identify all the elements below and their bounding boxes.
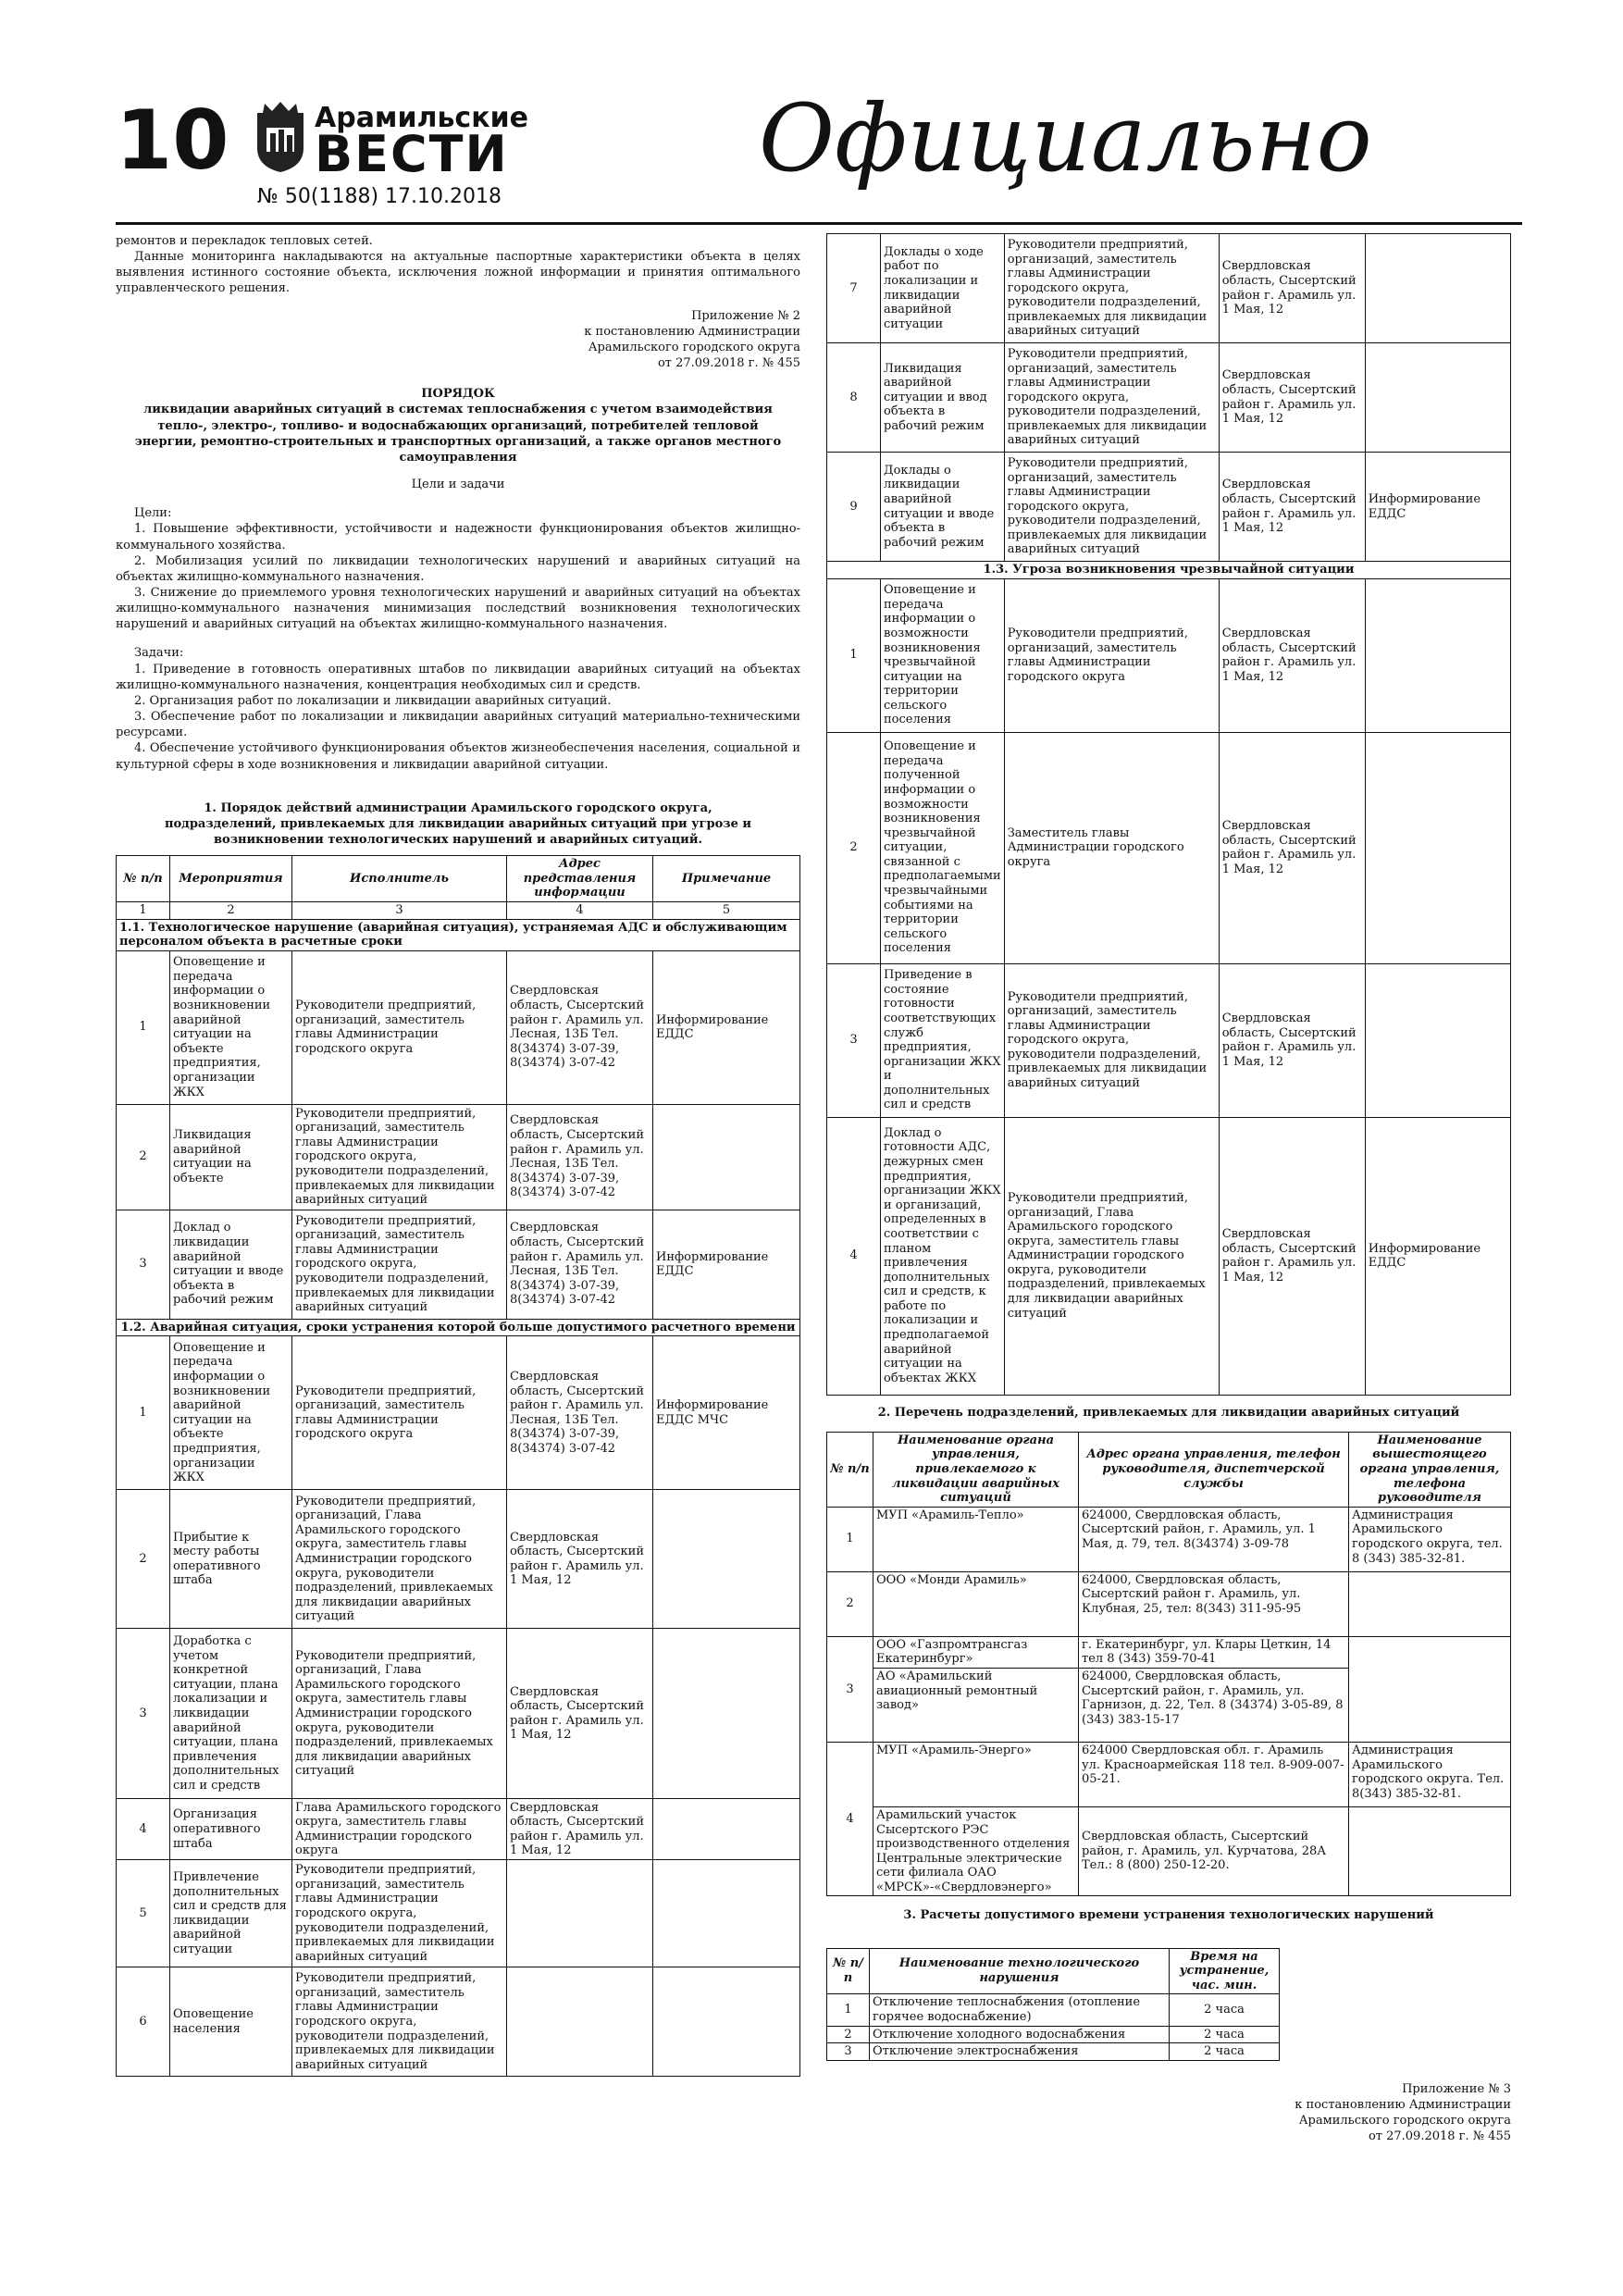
cell-note xyxy=(653,1490,800,1629)
task-2: 2. Организация работ по локализации и ликвидации аварийных ситуаций. xyxy=(134,693,612,708)
cell-superior: Администрация Арамильского городского округа. Тел. 8(343) 385-32-81. xyxy=(1349,1742,1511,1806)
table2-title: 2. Перечень подразделений, привлекаемых для ликвидации аварийных ситуаций xyxy=(877,1405,1460,1420)
table1-title: 1. Порядок действий администрации Арамильского городского округа, подразделений, привлекаемых для ликвидации аварийных ситуаций при угрозе и возникновении технологических нарушений и аварийных ситуаций. xyxy=(164,800,752,847)
table-row xyxy=(827,1994,1280,2026)
table-row xyxy=(827,1636,1511,1668)
cell-address: 624000 Свердловская обл. г. Арамиль ул. Красноармейская 118 тел. 8-909-007-05-21. xyxy=(1079,1742,1349,1806)
cell-address: Свердловская область, Сысертский район г. Арамиль ул. Лесная, 13Б Тел. 8(34374) 3-07-39, 8(34374) 3-07-42 xyxy=(507,1336,653,1490)
cell-address: 624000, Свердловская область, Сысертский район, г. Арамиль, ул. Гарнизон, д. 22, Тел. 8 (34374) 3-05-89, 8 (343) 383-15-17 xyxy=(1079,1668,1349,1742)
table-row xyxy=(827,2026,1280,2043)
cell-executor: Руководители предприятий, организаций, заместитель главы Администрации городского округа xyxy=(1004,578,1219,732)
table3-title: 3. Расчеты допустимого времени устранения технологических нарушений xyxy=(903,1908,1434,1923)
t3-h-time: Время на устранение, час. мин. xyxy=(1170,1948,1280,1994)
brand-main: ВЕСТИ xyxy=(315,125,509,183)
cell-num: 3 xyxy=(117,1629,170,1799)
cell-executor: Руководители предприятий, организаций, заместитель главы Администрации городского округа xyxy=(292,1336,507,1490)
appendix2-l1: Приложение № 2 xyxy=(691,308,800,323)
cell-num: 1 xyxy=(117,950,170,1104)
cell-note: Информирование ЕДДС МЧС xyxy=(653,1336,800,1490)
cell-executor: Глава Арамильского городского округа, заместитель главы Администрации городского округа xyxy=(292,1799,507,1860)
appendix2-l3: Арамильского городского округа xyxy=(588,340,800,354)
t1-h-executor: Исполнитель xyxy=(292,856,507,902)
cell-time: 2 часа xyxy=(1170,2043,1280,2061)
table-row xyxy=(117,1490,800,1629)
table1-left xyxy=(116,855,800,2077)
intro-p1: ремонтов и перекладок тепловых сетей. xyxy=(116,234,373,248)
cell-address: Свердловская область, Сысертский район г. Арамиль ул. 1 Мая, 12 xyxy=(507,1629,653,1799)
cell-address: 624000, Свердловская область, Сысертский район г. Арамиль, ул. Клубная, 25, тел: 8(343) 311-95-95 xyxy=(1079,1571,1349,1636)
table-row xyxy=(117,1967,800,2077)
cell-num: 1 xyxy=(117,1336,170,1490)
t1-section-1-2: 1.2. Аварийная ситуация, сроки устранения которой больше допустимого расчетного времени xyxy=(117,1319,800,1336)
table-row xyxy=(827,1571,1511,1636)
coat-of-arms-logo xyxy=(252,100,309,174)
cell-executor: Руководители предприятий, организаций, заместитель главы Администрации городского округа, руководители подразделений, привлекаемых для ликвидации аварийных ситуаций xyxy=(292,1104,507,1210)
left-column xyxy=(116,233,800,2077)
cell-event: Оповещение и передача информации о возникновении аварийной ситуации на объекте предприятия, организации ЖКХ xyxy=(170,1336,292,1490)
cell-executor: Руководители предприятий, организаций, Глава Арамильского городского округа, заместитель главы Администрации городского округа, руководители подразделений, привлекаемых для ликвидации аварийных ситуаций xyxy=(1004,1117,1219,1395)
t2-h-num: № п/п xyxy=(827,1432,873,1507)
t1-colnum: 2 xyxy=(170,901,292,919)
t1-h-event: Мероприятия xyxy=(170,856,292,902)
cell-event: Оповещение населения xyxy=(170,1967,292,2077)
appendix2-l2: к постановлению Администрации xyxy=(584,324,800,339)
table2 xyxy=(826,1432,1511,1897)
cell-executor: Руководители предприятий, организаций, Глава Арамильского городского округа, заместитель главы Администрации городского округа, руководители подразделений, привлекаемых для ликвидации аварийных ситуаций xyxy=(292,1629,507,1799)
cell-num: 6 xyxy=(117,1967,170,2077)
doc-title: ПОРЯДОК xyxy=(421,387,495,402)
t1-h-address: Адрес представления информации xyxy=(507,856,653,902)
cell-address: Свердловская область, Сысертский район, г. Арамиль, ул. Курчатова, 28А Тел.: 8 (800) 250-12-20. xyxy=(1079,1806,1349,1896)
cell-num: 4 xyxy=(827,1117,881,1395)
t3-h-name: Наименование технологического нарушения xyxy=(870,1948,1170,1994)
cell-org: ООО «Газпромтрансгаз Екатеринбург» xyxy=(873,1636,1079,1668)
cell-note xyxy=(1365,732,1510,963)
cell-org: Арамильский участок Сысертского РЭС производственного отделения Центральные электрические сети филиала ОАО «МРСК»-«Свердловэнерго» xyxy=(873,1806,1079,1896)
cell-address: г. Екатеринбург, ул. Клары Цеткин, 14 тел 8 (343) 359-70-41 xyxy=(1079,1636,1349,1668)
cell-address xyxy=(507,1967,653,2077)
cell-event: Ликвидация аварийной ситуации на объекте xyxy=(170,1104,292,1210)
cell-num: 2 xyxy=(827,1571,873,1636)
cell-address: Свердловская область, Сысертский район г. Арамиль ул. 1 Мая, 12 xyxy=(1219,578,1365,732)
cell-num: 2 xyxy=(117,1104,170,1210)
cell-event: Организация оперативного штаба xyxy=(170,1799,292,1860)
cell-event: Доклады о ходе работ по локализации и ликвидации аварийной ситуации xyxy=(881,234,1005,343)
cell-executor: Руководители предприятий, организаций, заместитель главы Администрации городского округа, руководители подразделений, привлекаемых для ликвидации аварийных ситуаций xyxy=(1004,963,1219,1117)
t1-h-num: № п/п xyxy=(117,856,170,902)
cell-executor: Руководители предприятий, организаций, Глава Арамильского городского округа, заместитель главы Администрации городского округа, руководители подразделений, привлекаемых для ликвидации аварийных ситуаций xyxy=(292,1490,507,1629)
table-row xyxy=(827,1742,1511,1806)
cell-note xyxy=(653,1860,800,1967)
goal-2: 2. Мобилизация усилий по ликвидации технологических нарушений и аварийных ситуаций на объектах жилищно-коммунального назначения. xyxy=(116,553,800,584)
cell-num: 3 xyxy=(827,1636,873,1742)
cell-executor: Руководители предприятий, организаций, заместитель главы Администрации городского округа, руководители подразделений, привлекаемых для ликвидации аварийных ситуаций xyxy=(292,1860,507,1967)
t1-section-1-3: 1.3. Угроза возникновения чрезвычайной ситуации xyxy=(827,562,1511,579)
cell-address: Свердловская область, Сысертский район г. Арамиль ул. Лесная, 13Б Тел. 8(34374) 3-07-39, 8(34374) 3-07-42 xyxy=(507,1210,653,1319)
table-row xyxy=(117,1629,800,1799)
cell-num: 3 xyxy=(117,1210,170,1319)
cell-note xyxy=(1365,234,1510,343)
section-title: Официально xyxy=(759,84,1372,192)
cell-num: 1 xyxy=(827,578,881,732)
goals-heading: Цели и задачи xyxy=(411,478,505,492)
cell-address: Свердловская область, Сысертский район г. Арамиль ул. 1 Мая, 12 xyxy=(1219,343,1365,453)
cell-superior xyxy=(1349,1571,1511,1636)
table3 xyxy=(826,1948,1280,2061)
cell-num: 3 xyxy=(827,963,881,1117)
cell-event: Оповещение и передача полученной информации о возможности возникновения чрезвычайной ситуации, связанной с предполагаемыми чрезвычайными событиями на территории сельского поселения xyxy=(881,732,1005,963)
intro-p2: Данные мониторинга накладываются на актуальные паспортные характеристики объекта в целях выявления истинного состояние объекта, исключения ложной информации и принятия оптимального управленческого решения. xyxy=(116,250,800,296)
appendix3-l4: от 27.09.2018 г. № 455 xyxy=(1368,2129,1511,2144)
table-row xyxy=(117,1799,800,1860)
cell-event: Прибытие к месту работы оперативного штаба xyxy=(170,1490,292,1629)
t1-section-1-1: 1.1. Технологическое нарушение (аварийная ситуация), устраняемая АДС и обслуживающим персоналом объекта в расчетные сроки xyxy=(117,919,800,950)
table-row xyxy=(827,1507,1511,1571)
cell-note xyxy=(653,1967,800,2077)
table-row xyxy=(117,1336,800,1490)
cell-note xyxy=(1365,963,1510,1117)
cell-executor: Руководители предприятий, организаций, заместитель главы Администрации городского округа xyxy=(292,950,507,1104)
issue-number: № 50(1188) 17.10.2018 xyxy=(257,185,502,208)
table-row xyxy=(827,963,1511,1117)
cell-num: 3 xyxy=(827,2043,870,2061)
table-row xyxy=(827,234,1511,343)
cell-num: 2 xyxy=(827,2026,870,2043)
goal-3: 3. Снижение до приемлемого уровня технологических нарушений и аварийных ситуаций на объектах жилищно-коммунального назначения минимизация последствий возникновения технологических нарушений и аварийных ситуаций на объектах жилищно-коммунального назначения. xyxy=(116,585,800,632)
t2-h-address: Адрес органа управления, телефон руководителя, диспетчерской службы xyxy=(1079,1432,1349,1507)
table-row xyxy=(827,578,1511,732)
table-row xyxy=(827,732,1511,963)
page-number: 10 xyxy=(116,93,229,188)
task-4: 4. Обеспечение устойчивого функционирования объектов жизнеобеспечения населения, социальной и культурной сферы в ходе возникновения и ликвидации аварийной ситуации. xyxy=(116,741,800,772)
cell-note: Информирование ЕДДС xyxy=(1365,1117,1510,1395)
cell-note xyxy=(653,1629,800,1799)
cell-name: Отключение теплоснабжения (отопление горячее водоснабжение) xyxy=(870,1994,1170,2026)
table1-right xyxy=(826,233,1511,1396)
cell-event: Доклады о ликвидации аварийной ситуации и вводе объекта в рабочий режим xyxy=(881,453,1005,562)
appendix2 xyxy=(116,308,800,372)
cell-time: 2 часа xyxy=(1170,2026,1280,2043)
cell-num: 5 xyxy=(117,1860,170,1967)
cell-executor: Заместитель главы Администрации городского округа xyxy=(1004,732,1219,963)
cell-num: 9 xyxy=(827,453,881,562)
header-rule xyxy=(116,222,1522,225)
cell-address: Свердловская область, Сысертский район г. Арамиль ул. 1 Мая, 12 xyxy=(1219,963,1365,1117)
t1-colnum: 3 xyxy=(292,901,507,919)
appendix3 xyxy=(826,2081,1511,2145)
cell-event: Приведение в состояние готовности соответствующих служб предприятия, организации ЖКХ и дополнительных сил и средств xyxy=(881,963,1005,1117)
cell-executor: Руководители предприятий, организаций, заместитель главы Администрации городского округа, руководители подразделений, привлекаемых для ликвидации аварийных ситуаций xyxy=(1004,234,1219,343)
table-row xyxy=(117,1104,800,1210)
cell-org: МУП «Арамиль-Тепло» xyxy=(873,1507,1079,1571)
table-row xyxy=(827,2043,1280,2061)
cell-num: 2 xyxy=(117,1490,170,1629)
cell-address: Свердловская область, Сысертский район г. Арамиль ул. 1 Мая, 12 xyxy=(507,1490,653,1629)
goal-1: 1. Повышение эффективности, устойчивости и надежности функционирования объектов жилищно-коммунального хозяйства. xyxy=(116,522,800,552)
cell-note xyxy=(653,1104,800,1210)
cell-time: 2 часа xyxy=(1170,1994,1280,2026)
cell-superior: Администрация Арамильского городского округа, тел. 8 (343) 385-32-81. xyxy=(1349,1507,1511,1571)
t1-colnum: 4 xyxy=(507,901,653,919)
cell-address: Свердловская область, Сысертский район г. Арамиль ул. Лесная, 13Б Тел. 8(34374) 3-07-39, 8(34374) 3-07-42 xyxy=(507,1104,653,1210)
cell-org: ООО «Монди Арамиль» xyxy=(873,1571,1079,1636)
t2-h-org: Наименование органа управления, привлекаемого к ликвидации аварийных ситуаций xyxy=(873,1432,1079,1507)
task-1: 1. Приведение в готовность оперативных штабов по ликвидации аварийных ситуаций на объектах жилищно-коммунального назначения, концентрация необходимых сил и средств. xyxy=(116,662,800,692)
t1-h-note: Примечание xyxy=(653,856,800,902)
t1-colnum: 5 xyxy=(653,901,800,919)
cell-superior xyxy=(1349,1806,1511,1896)
cell-org: МУП «Арамиль-Энерго» xyxy=(873,1742,1079,1806)
table-row xyxy=(117,950,800,1104)
cell-event: Оповещение и передача информации о возможности возникновения чрезвычайной ситуации на территории сельского поселения xyxy=(881,578,1005,732)
cell-executor: Руководители предприятий, организаций, заместитель главы Администрации городского округа, руководители подразделений, привлекаемых для ликвидации аварийных ситуаций xyxy=(1004,453,1219,562)
cell-event: Ликвидация аварийной ситуации и ввод объекта в рабочий режим xyxy=(881,343,1005,453)
cell-address xyxy=(507,1860,653,1967)
cell-num: 4 xyxy=(117,1799,170,1860)
cell-address: Свердловская область, Сысертский район г. Арамиль ул. 1 Мая, 12 xyxy=(1219,732,1365,963)
tasks-label: Задачи: xyxy=(134,646,184,661)
appendix3-l1: Приложение № 3 xyxy=(1402,2081,1511,2096)
table-row xyxy=(827,343,1511,453)
cell-event: Доклад о ликвидации аварийной ситуации и вводе объекта в рабочий режим xyxy=(170,1210,292,1319)
cell-num: 7 xyxy=(827,234,881,343)
cell-note: Информирование ЕДДС xyxy=(653,950,800,1104)
cell-address: 624000, Свердловская область, Сысертский район, г. Арамиль, ул. 1 Мая, д. 79, тел. 8(34374) 3-09-78 xyxy=(1079,1507,1349,1571)
cell-org: АО «Арамильский авиационный ремонтный завод» xyxy=(873,1668,1079,1742)
cell-event: Оповещение и передача информации о возникновении аварийной ситуации на объекте предприятия, организации ЖКХ xyxy=(170,950,292,1104)
task-3: 3. Обеспечение работ по локализации и ликвидации аварийных ситуаций материально-техническими ресурсами. xyxy=(116,710,800,740)
cell-num: 2 xyxy=(827,732,881,963)
appendix3-l3: Арамильского городского округа xyxy=(1298,2114,1511,2128)
cell-event: Привлечение дополнительных сил и средств для ликвидации аварийной ситуации xyxy=(170,1860,292,1967)
appendix2-l4: от 27.09.2018 г. № 455 xyxy=(657,356,800,371)
goals-label: Цели: xyxy=(134,506,172,521)
table-row xyxy=(117,1860,800,1967)
cell-executor: Руководители предприятий, организаций, заместитель главы Администрации городского округа, руководители подразделений, привлекаемых для ликвидации аварийных ситуаций xyxy=(292,1210,507,1319)
table-row xyxy=(827,1806,1511,1896)
cell-address: Свердловская область, Сысертский район г. Арамиль ул. 1 Мая, 12 xyxy=(1219,453,1365,562)
cell-address: Свердловская область, Сысертский район г. Арамиль ул. 1 Мая, 12 xyxy=(507,1799,653,1860)
right-column xyxy=(826,233,1511,2144)
cell-address: Свердловская область, Сысертский район г. Арамиль ул. 1 Мая, 12 xyxy=(1219,1117,1365,1395)
cell-num: 1 xyxy=(827,1507,873,1571)
table-row xyxy=(827,1117,1511,1395)
cell-address: Свердловская область, Сысертский район г. Арамиль ул. 1 Мая, 12 xyxy=(1219,234,1365,343)
cell-note: Информирование ЕДДС xyxy=(1365,453,1510,562)
cell-address: Свердловская область, Сысертский район г. Арамиль ул. Лесная, 13Б Тел. 8(34374) 3-07-39, 8(34374) 3-07-42 xyxy=(507,950,653,1104)
cell-num: 4 xyxy=(827,1742,873,1896)
cell-note xyxy=(1365,578,1510,732)
brand-top: Арамильские xyxy=(315,102,528,134)
cell-note xyxy=(1365,343,1510,453)
t1-colnum: 1 xyxy=(117,901,170,919)
cell-name: Отключение холодного водоснабжения xyxy=(870,2026,1170,2043)
t3-h-num: № п/п xyxy=(827,1948,870,1994)
cell-num: 8 xyxy=(827,343,881,453)
cell-name: Отключение электроснабжения xyxy=(870,2043,1170,2061)
cell-note: Информирование ЕДДС xyxy=(653,1210,800,1319)
cell-num: 1 xyxy=(827,1994,870,2026)
table-row xyxy=(827,453,1511,562)
cell-event: Доклад о готовности АДС, дежурных смен предприятия, организации ЖКХ и организаций, определенных в соответствии с планом привлечения дополнительных сил и средств, к работе по локализации и предполагаемой аварийной ситуации на объектах ЖКХ xyxy=(881,1117,1005,1395)
cell-executor: Руководители предприятий, организаций, заместитель главы Администрации городского округа, руководители подразделений, привлекаемых для ликвидации аварийных ситуаций xyxy=(1004,343,1219,453)
cell-event: Доработка с учетом конкретной ситуации, плана локализации и ликвидации аварийной ситуации, плана привлечения дополнительных сил и средств xyxy=(170,1629,292,1799)
appendix3-l2: к постановлению Администрации xyxy=(1295,2097,1511,2112)
cell-note xyxy=(653,1799,800,1860)
cell-executor: Руководители предприятий, организаций, заместитель главы Администрации городского округа, руководители подразделений, привлекаемых для ликвидации аварийных ситуаций xyxy=(292,1967,507,2077)
cell-superior xyxy=(1349,1636,1511,1742)
table-row xyxy=(117,1210,800,1319)
doc-subtitle: ликвидации аварийных ситуаций в системах теплоснабжения с учетом взаимодействия тепло-, электро-, топливо- и водоснабжающих организаций, потребителей тепловой энергии, ремонтно-строительных и транспортных организаций, а также органов местного самоуправления xyxy=(134,403,782,465)
t2-h-superior: Наименование вышестоящего органа управления, телефона руководителя xyxy=(1349,1432,1511,1507)
